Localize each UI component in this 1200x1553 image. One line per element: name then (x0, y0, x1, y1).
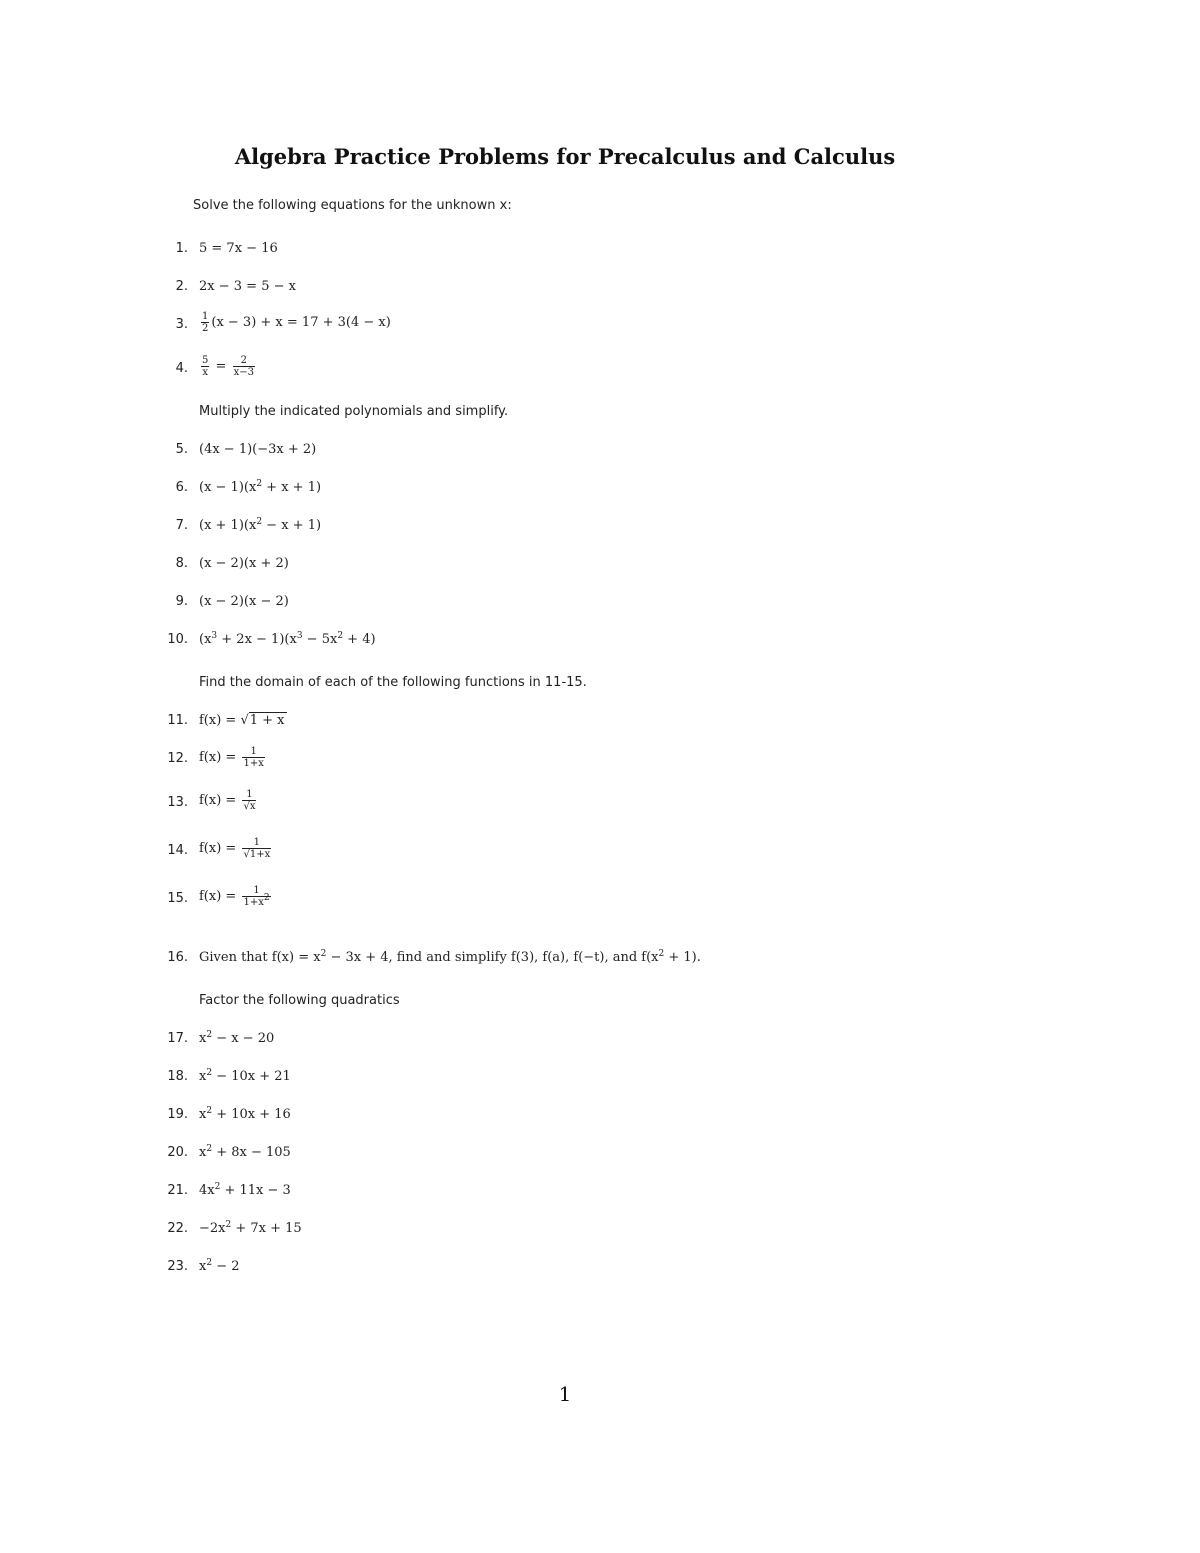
denominator: √x (243, 801, 256, 812)
expression-text: + 4) (343, 632, 376, 647)
problem-11-expression (199, 713, 287, 728)
problem-number: 23. (167, 1259, 188, 1274)
expression-text: (x (199, 632, 212, 647)
problem-number: 11. (167, 713, 188, 728)
expression-text: − 3x + 4, find and simplify f(3), f(a), f(−t), and f(x (326, 950, 659, 965)
denominator (242, 893, 270, 908)
expression-text: + 10x + 16 (212, 1107, 291, 1122)
expression-text: − 5x (302, 632, 338, 647)
exponent: 2 (337, 631, 344, 641)
expression-text: (x − 3) + x = 17 + 3(4 − x) (211, 315, 391, 330)
problem-number: 3. (175, 317, 188, 332)
expression-text: − 10x + 21 (212, 1069, 291, 1084)
problem-number: 12. (167, 751, 188, 766)
exponent: 2 (206, 1258, 213, 1268)
numerator: 1 (253, 837, 261, 848)
problem-number: 1. (175, 241, 188, 256)
instruction-multiply: Multiply the indicated polynomials and simplify. (199, 404, 509, 419)
problem-1-expression: 5 = 7x − 16 (199, 241, 278, 256)
problem-21-expression (199, 1183, 291, 1198)
fraction (201, 355, 209, 378)
expression-text: + 2x − 1)(x (217, 632, 297, 647)
numerator: 1 (250, 746, 257, 757)
problem-number: 4. (175, 361, 188, 376)
exponent: 2 (206, 1106, 213, 1116)
problem-20-expression (199, 1145, 291, 1160)
problem-14-expression (199, 837, 273, 860)
problem-number: 2. (175, 279, 188, 294)
fraction (201, 311, 209, 334)
expression-text: + x + 1) (262, 480, 322, 495)
expression-text: x (199, 1107, 207, 1122)
expression-text: (x + 1)(x (199, 518, 257, 533)
expression-text: f(x) = (199, 793, 241, 808)
problem-16-expression (199, 950, 701, 965)
exponent: 2 (263, 893, 270, 903)
denominator: 2 (202, 323, 209, 334)
fraction (242, 837, 271, 860)
equals-sign: = (215, 359, 227, 374)
exponent: 3 (211, 631, 218, 641)
problem-number: 16. (167, 950, 188, 965)
expression-text: f(x) = (199, 889, 241, 904)
problem-number: 5. (175, 442, 188, 457)
expression-text: 4x (199, 1183, 215, 1198)
fraction (242, 746, 264, 769)
expression-text: + 7x + 15 (231, 1221, 302, 1236)
exponent: 2 (658, 949, 665, 959)
page-title: Algebra Practice Problems for Precalculus and Calculus (234, 144, 896, 169)
denominator: x (202, 367, 208, 378)
expression-text: + 8x − 105 (212, 1145, 291, 1160)
problem-7-expression (199, 518, 321, 533)
exponent: 2 (206, 1030, 213, 1040)
problem-18-expression (199, 1069, 291, 1084)
expression-text: x (199, 1031, 207, 1046)
problem-number: 6. (175, 480, 188, 495)
numerator: 5 (202, 355, 209, 366)
exponent: 3 (296, 631, 303, 641)
expression-text: − x + 1) (262, 518, 322, 533)
expression-text: x (199, 1259, 207, 1274)
problem-10-expression (199, 632, 376, 647)
expression-text: x (199, 1069, 207, 1084)
instruction-domain: Find the domain of each of the following functions in 11-15. (199, 675, 587, 690)
problem-number: 10. (167, 632, 188, 647)
exponent: 2 (206, 1144, 213, 1154)
exponent: 2 (206, 1068, 213, 1078)
problem-4-expression (199, 355, 257, 378)
fraction (242, 789, 256, 812)
expression-text: −2x (199, 1221, 226, 1236)
expression-text: f(x) = (199, 750, 241, 765)
expression-text: (x − 1)(x (199, 480, 257, 495)
exponent: 2 (320, 949, 327, 959)
problem-number: 21. (167, 1183, 188, 1198)
numerator: 1 (246, 789, 253, 800)
radicand: 1 + x (249, 713, 285, 728)
instruction-solve: Solve the following equations for the unknown x: (193, 198, 512, 213)
problem-3-expression (199, 311, 391, 334)
expression-text: − 2 (212, 1259, 240, 1274)
problem-number: 9. (175, 594, 188, 609)
denominator: 1+x (243, 758, 264, 769)
instruction-factor: Factor the following quadratics (199, 993, 400, 1008)
problem-number: 8. (175, 556, 188, 571)
problem-number: 22. (167, 1221, 188, 1236)
expression-text: − x − 20 (212, 1031, 275, 1046)
denominator: x−3 (233, 367, 254, 378)
problem-2-expression: 2x − 3 = 5 − x (199, 279, 296, 294)
problem-19-expression (199, 1107, 291, 1122)
problem-number: 19. (167, 1107, 188, 1122)
expression-text: f(x) = (199, 841, 241, 856)
problem-5-expression: (4x − 1)(−3x + 2) (199, 442, 317, 457)
problem-13-expression (199, 789, 258, 812)
problem-23-expression (199, 1259, 240, 1274)
exponent: 2 (225, 1220, 232, 1230)
numerator: 1 (253, 885, 260, 896)
problem-number: 17. (167, 1031, 188, 1046)
fraction (233, 355, 255, 378)
problem-12-expression (199, 746, 267, 769)
problem-number: 7. (175, 518, 188, 533)
expression-text: + 1). (664, 950, 701, 965)
page-number: 1 (558, 1382, 572, 1406)
expression-text: x (199, 1145, 207, 1160)
numerator: 2 (240, 355, 247, 366)
problem-6-expression (199, 480, 321, 495)
problem-number: 18. (167, 1069, 188, 1084)
denominator: √1+x (243, 849, 271, 860)
expression-text: Given that f(x) = x (199, 950, 321, 965)
numerator: 1 (202, 311, 209, 322)
exponent: 2 (256, 517, 263, 527)
problem-number: 15. (167, 891, 188, 906)
fraction (242, 885, 270, 908)
expression-text: + 11x − 3 (220, 1183, 291, 1198)
exponent: 2 (256, 479, 263, 489)
radical-sign: √ (240, 713, 249, 728)
expression-text: f(x) = (199, 713, 241, 728)
problem-22-expression (199, 1221, 302, 1236)
problem-17-expression (199, 1031, 274, 1046)
problem-8-expression: (x − 2)(x + 2) (199, 556, 289, 571)
problem-number: 20. (167, 1145, 188, 1160)
denominator-text: 1+x (243, 897, 264, 908)
problem-15-expression (199, 885, 273, 908)
problem-number: 13. (167, 795, 188, 810)
problem-number: 14. (167, 843, 188, 858)
exponent: 2 (214, 1182, 221, 1192)
problem-9-expression: (x − 2)(x − 2) (199, 594, 289, 609)
